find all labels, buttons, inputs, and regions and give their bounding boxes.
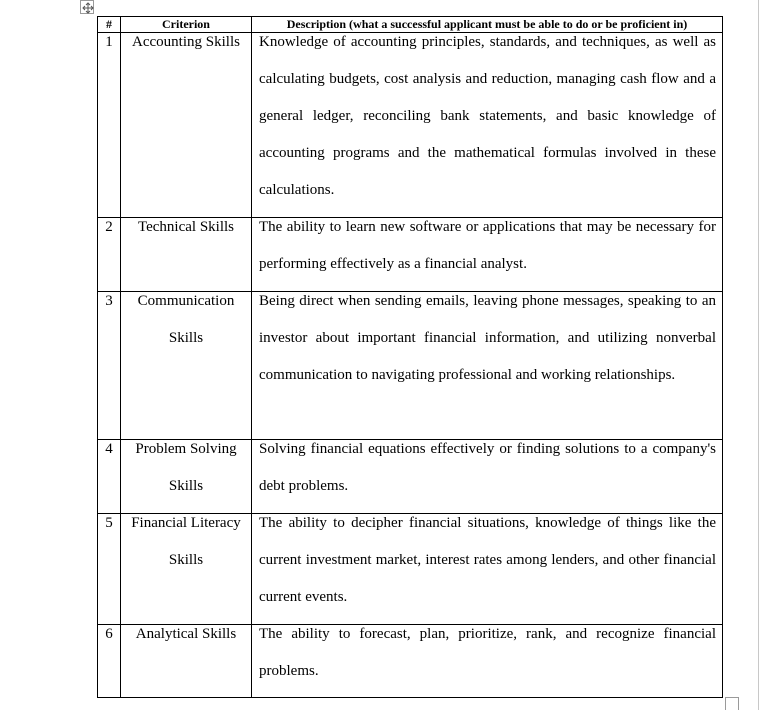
row-description[interactable]: The ability to decipher financial situations, knowledge of things like the current investment market, interest rates among lenders, and other financial current events. (252, 514, 723, 625)
table-row (98, 33, 723, 218)
row-description[interactable]: The ability to learn new software or applications that may be necessary for performing effectively as a financial analyst. (252, 218, 723, 292)
row-criterion[interactable]: Accounting Skills (121, 33, 252, 218)
row-number[interactable]: 1 (98, 33, 121, 218)
row-criterion[interactable]: Communication Skills (121, 292, 252, 440)
row-number[interactable]: 4 (98, 440, 121, 514)
row-number[interactable]: 3 (98, 292, 121, 440)
row-description[interactable]: Knowledge of accounting principles, standards, and techniques, as well as calculating budgets, cost analysis and reduction, managing cash flow and a general ledger, reconciling bank statements, and basic knowledge of accounting programs and the mathematical formulas involved in these calculations. (252, 33, 723, 218)
header-description: Description (what a successful applicant must be able to do or be proficient in) (252, 17, 723, 33)
table-row (98, 218, 723, 292)
row-description[interactable]: Being direct when sending emails, leaving phone messages, speaking to an investor about important financial information, and utilizing nonverbal communication to navigating professional and working relationships. (252, 292, 723, 440)
row-criterion[interactable]: Financial Literacy Skills (121, 514, 252, 625)
table-row (98, 292, 723, 440)
header-criterion: Criterion (121, 17, 252, 33)
header-number: # (98, 17, 121, 33)
criteria-table (97, 16, 723, 698)
table-row (98, 440, 723, 514)
row-criterion[interactable]: Problem Solving Skills (121, 440, 252, 514)
table-row (98, 514, 723, 625)
row-number[interactable]: 2 (98, 218, 121, 292)
row-description[interactable]: Solving financial equations effectively or finding solutions to a company's debt problems. (252, 440, 723, 514)
row-criterion[interactable]: Technical Skills (121, 218, 252, 292)
table-move-handle-icon[interactable] (80, 0, 94, 14)
table-row (98, 625, 723, 698)
row-description[interactable]: The ability to forecast, plan, prioritize, rank, and recognize financial problems. (252, 625, 723, 698)
row-number[interactable]: 6 (98, 625, 121, 698)
table-resize-handle[interactable] (725, 697, 739, 710)
page-edge (758, 0, 759, 710)
row-number[interactable]: 5 (98, 514, 121, 625)
row-criterion[interactable]: Analytical Skills (121, 625, 252, 698)
